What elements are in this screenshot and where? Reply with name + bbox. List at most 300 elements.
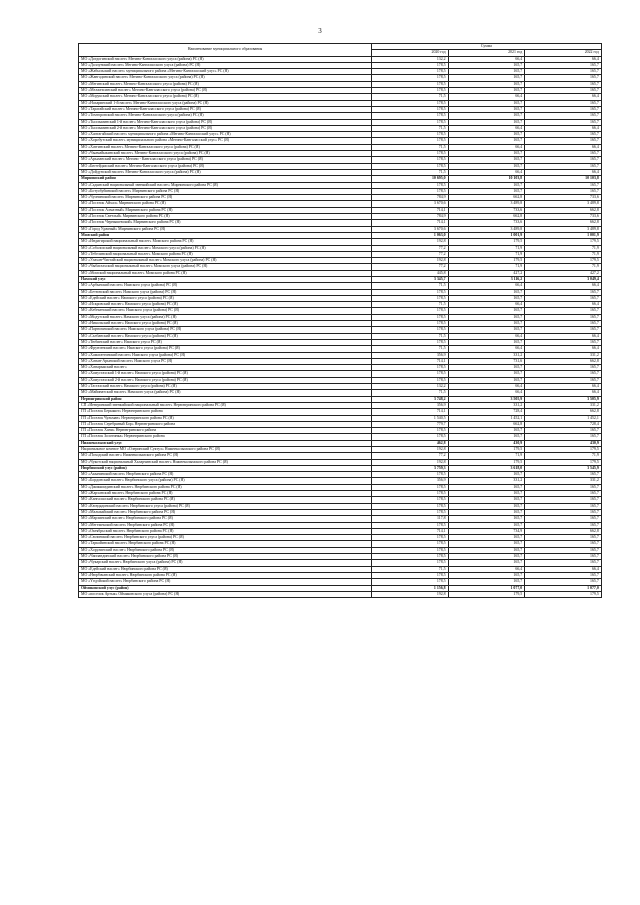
municipality-name-cell: МО «Мелжехсинский наслег» Мегино-Кангаласского улуса (района) РС (Я) [79,88,372,94]
amount-cell-2021: 728,4 [448,409,525,415]
amount-cell-2021: 66,4 [448,390,525,396]
municipality-name-cell: МО «Индигирский национальный наслег» Момского района РС (Я) [79,239,372,245]
amount-cell-2021: 165,7 [448,88,525,94]
municipality-name-cell: МО «Джиккимдинский наслег» Нюрбинского района РС (Я) [79,484,372,490]
municipality-name-cell: ГП «Поселок Серебряный Бор» Нерюнгринского района [79,421,372,427]
amount-cell-2020: 178,5 [372,497,449,503]
amount-cell-2020: 178,5 [372,428,449,434]
amount-cell-2020: 714,1 [372,220,449,226]
amount-cell-2021: 165,7 [448,100,525,106]
amount-cell-2020: 178,5 [372,535,449,541]
amount-cell-2021: 165,7 [448,62,525,68]
amount-cell-2020: 178,5 [372,119,449,125]
amount-cell-2021: 165,7 [448,377,525,383]
amount-cell-2020: 192,8 [372,239,449,245]
amount-cell-2020: 178,5 [372,554,449,560]
amount-cell-2020: 192,8 [372,459,449,465]
amount-cell-2021: 179,5 [448,459,525,465]
municipality-name-cell: МО «Город Удачный» Мирнинского района РС (Я) [79,226,372,232]
municipality-name-cell: МО «Поселок Алмазный» Мирнинского района РС (Я) [79,207,372,213]
amount-cell-2022: 66,4 [525,346,602,352]
amount-cell-2022: 165,7 [525,157,602,163]
amount-cell-2022: 165,7 [525,132,602,138]
municipality-name-cell: МО «Хамагаттинский наслег» Намского улуса (района) РС (Я) [79,352,372,358]
amount-cell-2021: 165,7 [448,132,525,138]
municipality-name-cell: МО «Хатын-Арынский наслег» Намского улуса РС (Я) [79,358,372,364]
amount-cell-2020: 71,5 [372,125,449,131]
municipality-name-cell: МО «Искровский наслег» Намского улуса (района) РС (Я) [79,302,372,308]
amount-cell-2020: 71,5 [372,283,449,289]
amount-cell-2020: 714,1 [372,207,449,213]
municipality-name-cell: МО «Чуонинский наслег» Мирнинского района РС (Я) [79,195,372,201]
amount-cell-2022: 3 505,9 [525,396,602,402]
amount-cell-2021: 1 077,0 [448,585,525,591]
amount-cell-2021: 662,8 [448,421,525,427]
amount-cell-2021: 66,4 [448,333,525,339]
amount-cell-2021: 165,7 [448,434,525,440]
amount-cell-2021: 66,4 [448,169,525,175]
amount-cell-2021: 165,7 [448,295,525,301]
municipality-name-cell: Нижнеколымский улус [79,440,372,446]
amount-cell-2020: 71,5 [372,566,449,572]
amount-cell-2022: 430,9 [525,440,602,446]
amount-cell-2022: 66,4 [525,384,602,390]
amount-cell-2020: 77,2 [372,453,449,459]
amount-cell-2022: 66,4 [525,144,602,150]
amount-cell-2021: 66,4 [448,144,525,150]
amount-cell-2020: 178,5 [372,182,449,188]
amount-cell-2022: 331,2 [525,478,602,484]
amount-cell-2020: 178,5 [372,434,449,440]
amount-cell-2021: 430,9 [448,440,525,446]
municipality-name-cell: Намский улус [79,276,372,282]
table-row [79,591,602,597]
amount-cell-2022: 179,5 [525,447,602,453]
amount-cell-2021: 66,4 [448,125,525,131]
amount-cell-2022: 165,7 [525,295,602,301]
amount-cell-2021: 3 489,8 [448,201,525,207]
amount-cell-2020: 714,1 [372,528,449,534]
amount-cell-2020: 356,9 [372,402,449,408]
amount-cell-2020: 178,5 [372,321,449,327]
amount-cell-2021: 71,9 [448,453,525,459]
amount-cell-2021: 179,5 [448,239,525,245]
amount-cell-2022: 165,7 [525,428,602,434]
amount-cell-2021: 66,4 [448,384,525,390]
amount-cell-2022: 66,4 [525,125,602,131]
amount-cell-2021: 165,7 [448,547,525,553]
amount-cell-2020: 71,5 [372,302,449,308]
amount-cell-2021: 165,7 [448,314,525,320]
amount-cell-2021: 165,7 [448,491,525,497]
amount-cell-2022: 165,7 [525,289,602,295]
amount-cell-2021: 331,2 [448,352,525,358]
amount-cell-2021: 734,9 [448,528,525,534]
amount-cell-2022: 165,7 [525,88,602,94]
amount-cell-2020: 132,2 [372,384,449,390]
amount-cell-2021: 165,7 [448,75,525,81]
amount-cell-2020: 77,2 [372,264,449,270]
municipality-name-cell: МО «Нахаринский 1-й наслег» Мегино-Кангаласского улуса (района) РС (Я) [79,100,372,106]
column-header-name: Наименование муниципального образования [79,44,372,57]
municipality-name-cell: МО «Чыбаглахский национальный наслег» Момского улуса (района) РС (Я) [79,264,372,270]
amount-cell-2021: 427,2 [448,270,525,276]
amount-cell-2021: 10 103,8 [448,176,525,182]
amount-cell-2021: 165,7 [448,484,525,490]
amount-cell-2021: 165,7 [448,119,525,125]
amount-cell-2022: 662,8 [525,409,602,415]
amount-cell-2022: 165,7 [525,138,602,144]
amount-cell-2022: 165,7 [525,81,602,87]
municipality-name-cell: МО «Бютейдяхский наслег» Мегино-Кангаласского улуса (района) РС (Я) [79,163,372,169]
amount-cell-2021: 165,7 [448,106,525,112]
municipality-name-cell: ГП «Поселок Золотинка» Нерюнгринского района [79,434,372,440]
amount-cell-2021: 165,7 [448,509,525,515]
amount-cell-2020: 178,5 [372,88,449,94]
municipality-name-cell: МО «Кангаласский наслег» Нюрбинского района РС (Я) [79,497,372,503]
amount-cell-2022: 71,9 [525,251,602,257]
amount-cell-2021: 1 001,9 [448,232,525,238]
amount-cell-2022: 165,7 [525,182,602,188]
municipality-name-cell: МО «Хаптагайский наслег» муниципального района «Мегино-Кангаласский улус» РС (Я) [79,132,372,138]
municipality-name-cell: МО «Поселок Чернышевский» Мирнинского района РС (Я) [79,220,372,226]
amount-cell-2020: 71,5 [372,333,449,339]
amount-cell-2022: 165,7 [525,308,602,314]
amount-cell-2021: 165,7 [448,371,525,377]
municipality-name-cell: МО «Дойдунский наслег» Мегино-Кангаласского улуса (района) РС (Я) [79,169,372,175]
amount-cell-2022: 10 103,8 [525,176,602,182]
municipality-name-cell: МО «Жарханский наслег» Нюрбинского района РС (Я) [79,491,372,497]
amount-cell-2021: 66,4 [448,566,525,572]
amount-cell-2022: 165,7 [525,434,602,440]
amount-cell-2022: 179,5 [525,258,602,264]
amount-cell-2020: 192,8 [372,447,449,453]
amount-cell-2021: 165,7 [448,138,525,144]
amount-cell-2021: 165,7 [448,69,525,75]
amount-cell-2021: 165,7 [448,554,525,560]
amount-cell-2022: 71,9 [525,245,602,251]
amount-cell-2022: 165,7 [525,579,602,585]
municipality-name-cell: МО «Мархинский наслег» Нюрбинского района РС (Я) [79,516,372,522]
amount-cell-2020: 779,7 [372,421,449,427]
amount-cell-2020: 784,9 [372,214,449,220]
amount-cell-2022: 165,7 [525,572,602,578]
municipality-name-cell: МО «Хатырыкский наслег» [79,365,372,371]
amount-cell-2022: 331,2 [525,352,602,358]
municipality-name-cell: СП «Иенгринский эвенкийский национальный наслег» Нерюнгринского района РС (Я) [79,402,372,408]
amount-cell-2021: 331,2 [448,478,525,484]
amount-cell-2020: 178,5 [372,81,449,87]
amount-cell-2022: 165,7 [525,151,602,157]
amount-cell-2021: 165,7 [448,541,525,547]
amount-cell-2021: 165,7 [448,579,525,585]
amount-cell-2021: 165,7 [448,81,525,87]
municipality-name-cell: МО «Тебелинский национальный наслег» Момского района РС (Я) [79,251,372,257]
amount-cell-2021: 179,5 [448,447,525,453]
amount-cell-2020: 71,5 [372,169,449,175]
amount-cell-2020: 178,5 [372,503,449,509]
municipality-name-cell: МО «Хорулинский наслег» Нюрбинского района РС (Я) [79,547,372,553]
amount-cell-2021: 662,8 [448,195,525,201]
amount-cell-2021: 165,7 [448,365,525,371]
amount-cell-2022: 165,7 [525,371,602,377]
amount-cell-2022: 3 489,8 [525,201,602,207]
amount-cell-2020: 117,8 [372,516,449,522]
amount-cell-2020: 462,8 [372,440,449,446]
municipality-name-cell: МО «Едейский наслег» Нюрбинского района РС (Я) [79,566,372,572]
municipality-name-cell: Оймяконский улус (район) [79,585,372,591]
amount-cell-2021: 165,7 [448,572,525,578]
amount-cell-2021: 71,9 [448,245,525,251]
amount-cell-2020: 71,5 [372,94,449,100]
municipality-name-cell: МО «Сюлинский наслег» Нюрбинского улуса (района) РС (Я) [79,535,372,541]
amount-cell-2021: 165,7 [448,339,525,345]
municipality-name-cell: МО «поселок Артык» Оймяконского улуса (района) РС (Я) [79,591,372,597]
municipality-name-cell: Нерюнгринский район [79,396,372,402]
amount-cell-2022: 3 489,8 [525,226,602,232]
amount-cell-2022: 66,4 [525,283,602,289]
amount-cell-2020: 178,5 [372,69,449,75]
municipality-name-cell: МО «Бетюнский наслег» Намского улуса (района) РС (Я) [79,289,372,295]
amount-cell-2022: 66,4 [525,94,602,100]
amount-cell-2021: 733,6 [448,220,525,226]
municipality-name-cell: ГП «Поселок Беркакит» Нерюнгринского района [79,409,372,415]
municipality-name-cell: МО «Тыллыминский 2-й наслег» Мегино-Кангаласского улуса (района) РС (Я) [79,125,372,131]
amount-cell-2020: 178,5 [372,327,449,333]
amount-cell-2021: 165,7 [448,535,525,541]
amount-cell-2020: 192,8 [372,258,449,264]
amount-cell-2022: 165,7 [525,522,602,528]
amount-cell-2020: 3 759,3 [372,465,449,471]
amount-cell-2022: 165,7 [525,560,602,566]
amount-cell-2020: 71,5 [372,346,449,352]
amount-cell-2022: 662,8 [525,358,602,364]
amount-cell-2022: 165,7 [525,377,602,383]
municipality-name-cell: МО «Чукотский национальный Халарчинский наслег» Нижнеколымского района РС (Я) [79,459,372,465]
municipality-name-cell: МО «Тастахский наслег» Намского улуса (района) РС (Я) [79,384,372,390]
column-header-year-2021: 2021 год [448,50,525,56]
municipality-name-cell: МО «Доллунский наслег» Мегино-Кангаласского улуса (района) РС (Я) [79,62,372,68]
municipality-name-cell: МО «Мегинский наслег» Мегино-Кангаласского улуса (района) РС (Я) [79,81,372,87]
amount-cell-2020: 1 540,5 [372,415,449,421]
amount-cell-2020: 178,5 [372,75,449,81]
amount-cell-2020: 178,5 [372,163,449,169]
amount-cell-2020: 3 670,6 [372,201,449,207]
amount-cell-2022: 1 452,1 [525,415,602,421]
municipality-name-cell: МО «Таркайинский наслег» Нюрбинского района РС (Я) [79,541,372,547]
amount-cell-2020: 1 063,0 [372,232,449,238]
amount-cell-2020: 71,5 [372,144,449,150]
amount-cell-2020: 178,5 [372,113,449,119]
amount-cell-2022: 165,7 [525,497,602,503]
amount-cell-2022: 66,4 [525,390,602,396]
amount-cell-2020: 77,2 [372,251,449,257]
amount-cell-2022: 331,2 [525,402,602,408]
amount-cell-2021: 165,7 [448,151,525,157]
amount-cell-2021: 165,7 [448,516,525,522]
amount-cell-2020: 178,5 [372,579,449,585]
municipality-name-cell: МО «Догдогинский наслег» Мегино-Кангаласского улуса (района) РС (Я) [79,56,372,62]
amount-cell-2022: 165,7 [525,188,602,194]
amount-cell-2022: 165,7 [525,106,602,112]
amount-cell-2020: 178,5 [372,541,449,547]
municipality-name-cell: ГП «Поселок Чульман» Нерюнгринского района РС (Я) [79,415,372,421]
amount-cell-2021: 331,2 [448,402,525,408]
municipality-name-cell: МО «Фрунзенский наслег» Намского улуса (района) РС (Я) [79,346,372,352]
amount-cell-2022: 662,8 [525,207,602,213]
amount-cell-2022: 728,4 [525,421,602,427]
amount-cell-2022: 165,7 [525,535,602,541]
amount-cell-2021: 179,5 [448,591,525,597]
amount-cell-2021: 733,6 [448,207,525,213]
amount-cell-2020: 445,8 [372,270,449,276]
amount-cell-2022: 165,7 [525,75,602,81]
municipality-name-cell: МО «Кюндядинский наслег» Нюрбинского улуса (района) РС (Я) [79,503,372,509]
amount-cell-2022: 3 545,9 [525,465,602,471]
municipality-name-cell: МО «Томторовский наслег» Мегино-Кангаласского улуса (района) РС (Я) [79,113,372,119]
municipality-name-cell: МО «Салбанский наслег» Намского улуса (района) РС (Я) [79,333,372,339]
municipality-name-cell: МО «Тарагайский наслег» Мегино-Кангаласского улуса (района) РС (Я) [79,106,372,112]
subsidy-table [78,43,602,598]
column-header-sum: Сумма [372,44,602,50]
amount-cell-2021: 165,7 [448,188,525,194]
municipality-name-cell: МО «Никольский наслег» Намского улуса (района) РС (Я) [79,321,372,327]
amount-cell-2021: 165,7 [448,327,525,333]
amount-cell-2020: 178,5 [372,484,449,490]
amount-cell-2021: 165,7 [448,503,525,509]
page-number: 3 [318,27,322,35]
municipality-name-cell: МО «Улахан-Чистайский национальный наслег» Момского улуса (района) РС (Я) [79,258,372,264]
amount-cell-2020: 3 345,7 [372,276,449,282]
municipality-name-cell: МО «Акынинский наслег» Нюрбинского района РС (Я) [79,472,372,478]
amount-cell-2021: 165,7 [448,308,525,314]
amount-cell-2022: 662,8 [525,528,602,534]
amount-cell-2022: 66,4 [525,302,602,308]
amount-cell-2021: 3 505,9 [448,396,525,402]
amount-cell-2021: 3 618,0 [448,465,525,471]
municipality-name-cell: МО «Арыланский наслег» Мегино - Кангаласского улуса (района) РС (Я) [79,157,372,163]
amount-cell-2021: 165,7 [448,522,525,528]
amount-cell-2022: 165,7 [525,69,602,75]
municipality-name-cell: МО «Походский наслег» Нижнеколымского района РС (Я) [79,453,372,459]
amount-cell-2020: 3 748,2 [372,396,449,402]
amount-cell-2022: 165,7 [525,321,602,327]
amount-cell-2022: 165,7 [525,62,602,68]
municipality-name-cell: МО «Морукский наслег» Мегино-Кангаласского улуса (района) РС (Я) [79,94,372,100]
amount-cell-2022: 66,4 [525,56,602,62]
amount-cell-2022: 165,7 [525,484,602,490]
amount-cell-2020: 1 156,8 [372,585,449,591]
amount-cell-2022: 165,7 [525,314,602,320]
amount-cell-2020: 178,5 [372,339,449,345]
municipality-name-cell: МО «Хоробутский наслег» муниципального района «Мегино-Кангаласский улус» РС (Я) [79,138,372,144]
municipality-name-cell: МО «Жабыльский наслег» муниципального района «Мегино-Кангаласский улус» РС (Я) [79,69,372,75]
amount-cell-2020: 178,5 [372,100,449,106]
amount-cell-2020: 132,2 [372,56,449,62]
municipality-name-cell: Нюрбинский улус (район) [79,465,372,471]
amount-cell-2022: 165,7 [525,339,602,345]
amount-cell-2020: 178,5 [372,547,449,553]
amount-cell-2022: 179,5 [525,239,602,245]
municipality-name-cell: МО «Мегежекский наслег» Нюрбинского района РС (Я) [79,522,372,528]
amount-cell-2020: 178,5 [372,472,449,478]
amount-cell-2021: 731,6 [448,358,525,364]
amount-cell-2020: 178,5 [372,371,449,377]
amount-cell-2022: 66,4 [525,333,602,339]
amount-cell-2021: 3 489,8 [448,226,525,232]
amount-cell-2021: 3 116,2 [448,276,525,282]
municipality-name-cell: МО «Партизанский наслег» Намского улуса (района) РС (Я) [79,327,372,333]
amount-cell-2021: 165,7 [448,497,525,503]
municipality-name-cell: Мирнинский район [79,176,372,182]
amount-cell-2020: 10 695,0 [372,176,449,182]
amount-cell-2020: 178,5 [372,314,449,320]
amount-cell-2020: 178,5 [372,138,449,144]
amount-cell-2022: 165,7 [525,327,602,333]
amount-cell-2021: 165,7 [448,289,525,295]
municipality-name-cell: МО «Тыллыминский 1-й наслег» Мегино-Кангаласского улуса (района) РС (Я) [79,119,372,125]
amount-cell-2020: 178,5 [372,509,449,515]
municipality-name-cell: МО «Чаппандинский наслег» Нюрбинского района РС (Я) [79,554,372,560]
amount-cell-2021: 1 452,1 [448,415,525,421]
amount-cell-2020: 178,5 [372,295,449,301]
amount-cell-2020: 3 670,6 [372,226,449,232]
municipality-name-cell: МО «Хатгинский наслег» Мегино-Кангаласского улуса (района) РС (Я) [79,144,372,150]
municipality-name-cell: МО «Поселок Светлый» Мирнинского района РС (Я) [79,214,372,220]
table-body [79,56,602,598]
amount-cell-2020: 178,5 [372,308,449,314]
municipality-name-cell: МО «Тюбинский наслег» Намского улуса РС (Я) [79,339,372,345]
amount-cell-2020: 178,5 [372,132,449,138]
municipality-name-cell: Национальное кочевое МО «Олеринский Суктул» Нижнеколымского района РС (Я) [79,447,372,453]
municipality-name-cell: МО «Ботуобуйинский наслег» Мирнинского района РС (Я) [79,188,372,194]
amount-cell-2022: 733,6 [525,214,602,220]
amount-cell-2020: 178,5 [372,106,449,112]
amount-cell-2021: 71,9 [448,264,525,270]
amount-cell-2021: 71,9 [448,251,525,257]
amount-cell-2021: 66,4 [448,346,525,352]
amount-cell-2022: 71,9 [525,264,602,270]
amount-cell-2022: 165,7 [525,554,602,560]
amount-cell-2020: 356,9 [372,478,449,484]
amount-cell-2020: 178,5 [372,151,449,157]
amount-cell-2021: 165,7 [448,428,525,434]
amount-cell-2021: 165,7 [448,157,525,163]
amount-cell-2021: 66,4 [448,94,525,100]
amount-cell-2022: 427,2 [525,270,602,276]
municipality-name-cell: МО «Соболохский национальный наслег» Момского улуса (района) РС (Я) [79,245,372,251]
municipality-name-cell: МО «Жангадинский наслег» Мегино-Кангаласского улуса (района) РС (Я) [79,75,372,81]
municipality-name-cell: МО «Майинатский наслег» Намского улуса (района) РС (Я) [79,390,372,396]
amount-cell-2022: 165,7 [525,491,602,497]
municipality-name-cell: МО «Арбынский наслег» Намского улуса (района) РС (Я) [79,283,372,289]
amount-cell-2022: 165,7 [525,509,602,515]
amount-cell-2020: 178,5 [372,62,449,68]
amount-cell-2020: 784,9 [372,195,449,201]
amount-cell-2021: 179,5 [448,258,525,264]
column-header-year-2020: 2020 год [372,50,449,56]
amount-cell-2020: 714,1 [372,358,449,364]
amount-cell-2021: 165,7 [448,182,525,188]
municipality-name-cell: Момский район [79,232,372,238]
municipality-name-cell: МО «Хомустахский 2-й наслег» Намского улуса (района) РС (Я) [79,377,372,383]
amount-cell-2020: 178,5 [372,522,449,528]
amount-cell-2021: 165,7 [448,560,525,566]
amount-cell-2021: 165,7 [448,113,525,119]
amount-cell-2020: 178,5 [372,289,449,295]
municipality-name-cell: МО «Садынский национальный эвенкийский наслег» Мирнинского района РС (Я) [79,182,372,188]
municipality-name-cell: МО «Октябрьский наслег» Нюрбинского района РС (Я) [79,528,372,534]
